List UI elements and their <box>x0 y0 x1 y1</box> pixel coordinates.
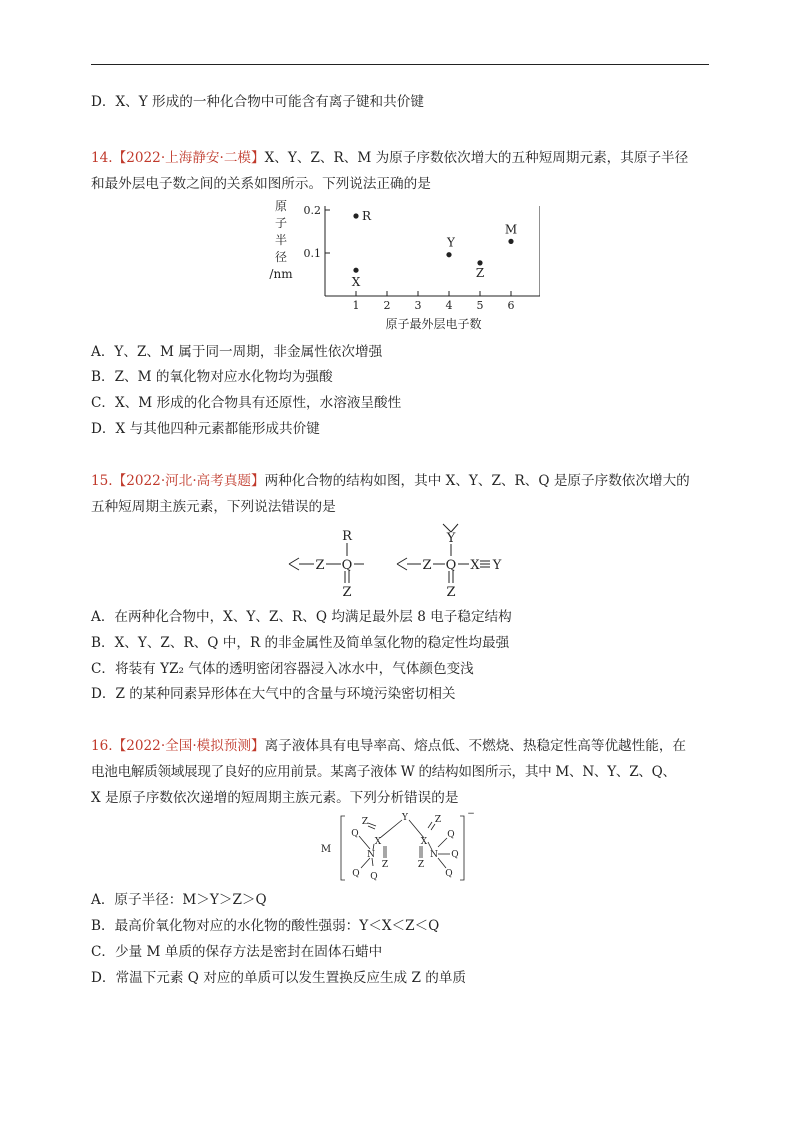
q14-number: 14. <box>91 150 113 166</box>
q14-stem-line1 <box>91 148 688 168</box>
q16-stem-text: 离子液体具有电导率高、熔点低、不燃烧、热稳定性高等优越性能，在 <box>264 738 687 754</box>
q16-z-atom-2: Z <box>434 815 442 825</box>
q15-right-top-atom: Y <box>446 531 456 546</box>
prev-option-d: D．X、Y 形成的一种化合物中可能含有离子键和共价键 <box>91 94 424 110</box>
q14-option-c: C．X、M 形成的化合物具有还原性，水溶液呈酸性 <box>91 395 402 411</box>
x-tick-label: 6 <box>507 299 515 312</box>
q16-n-atom-right: N <box>430 850 438 860</box>
q15-right-center-atom: Q <box>445 558 457 573</box>
q16-z-atom-1: Z <box>361 817 369 827</box>
x-tick-label: 4 <box>445 299 453 312</box>
data-point-y <box>446 252 451 257</box>
data-point-m <box>508 239 513 244</box>
q15-left-center-atom: Q <box>341 558 353 573</box>
q16-option-a: A．原子半径：M＞Y＞Z＞Q <box>91 892 267 908</box>
y-axis-label-char: 原 <box>274 199 288 213</box>
q16-number: 16. <box>91 738 113 754</box>
q16-q-atom-4: Q <box>447 830 455 840</box>
q16-z-atom-4: Z <box>417 860 425 870</box>
q15-stem-text: 两种化合物的结构如图，其中 X、Y、Z、R、Q 是原子序数依次增大的 <box>264 473 690 489</box>
q15-structure <box>285 520 525 600</box>
q16-x-atom-left: X <box>374 837 382 847</box>
x-tick-label: 1 <box>352 299 360 312</box>
q14-stem-text: X、Y、Z、R、M 为原子序数依次增大的五种短周期元素，其原子半径 <box>264 150 689 166</box>
q16-option-b: B．最高价氧化物对应的水化物的酸性强弱：Y＜X＜Z＜Q <box>91 918 440 934</box>
q15-option-a: A．在两种化合物中，X、Y、Z、R、Q 均满足最外层 8 电子稳定结构 <box>91 609 512 625</box>
q16-z-atom-3: Z <box>381 860 389 870</box>
data-point-x <box>353 268 358 273</box>
x-axis-label: 原子最外层电子数 <box>385 317 482 331</box>
q16-structure <box>318 810 488 886</box>
q14-option-d: D．X 与其他四种元素都能形成共价键 <box>91 421 320 437</box>
q15-right-bottom-atom: Z <box>446 585 456 600</box>
data-point-r <box>353 213 358 218</box>
data-point-label-z: Z <box>475 265 485 280</box>
q15-option-d: D．Z 的某种同素异形体在大气中的含量与环境污染密切相关 <box>91 686 456 702</box>
q16-source-tag: 【2022·全国·模拟预测】 <box>112 738 265 754</box>
q15-left-top-atom: R <box>342 529 352 544</box>
y-axis-label-char: 半 <box>274 233 288 247</box>
x-tick-label: 2 <box>383 299 391 312</box>
q15-right-tail-atom-1: X <box>470 558 480 573</box>
q16-q-atom-5: Q <box>451 850 459 860</box>
data-point-label-m: M <box>504 222 518 237</box>
q15-right-chain-atom: Z <box>422 558 432 573</box>
y-axis-label-char: /nm <box>269 267 293 281</box>
y-axis-label-char: 径 <box>274 250 288 264</box>
y-axis-label-char: 子 <box>274 216 288 230</box>
q16-stem-line2: 电池电解质领域展现了良好的应用前景。某离子液体 W 的结构如图所示，其中 M、N、Y、Z、Q、 <box>91 764 676 780</box>
y-tick-label: 0.2 <box>303 204 321 217</box>
q16-q-atom-3: Q <box>370 872 378 882</box>
q16-charge-sign: − <box>467 810 475 819</box>
data-point-label-y: Y <box>447 235 455 250</box>
header-rule <box>91 64 709 65</box>
q15-left-chain-atom: Z <box>315 558 325 573</box>
data-point-label-r: R <box>362 209 372 224</box>
q16-bridge-atom: Y <box>402 813 408 823</box>
q14-option-a: A．Y、Z、M 属于同一周期，非金属性依次增强 <box>91 344 383 360</box>
q14-option-b: B．Z、M 的氧化物对应水化物均为强酸 <box>91 369 333 385</box>
q16-n-atom-left: N <box>367 850 375 860</box>
x-tick-label: 3 <box>414 299 422 312</box>
x-tick-label: 5 <box>476 299 484 312</box>
q14-source-tag: 【2022·上海静安·二模】 <box>112 150 265 166</box>
q16-stem-line3: X 是原子序数依次递增的短周期主族元素。下列分析错误的是 <box>91 790 459 806</box>
q16-q-atom-1: Q <box>351 829 359 839</box>
q16-q-atom-6: Q <box>445 869 453 879</box>
q16-cation-label: M <box>320 844 332 855</box>
q15-left-bottom-atom: Z <box>342 585 352 600</box>
q15-stem-line1 <box>91 471 690 491</box>
y-tick-label: 0.1 <box>303 247 321 260</box>
q15-right-tail-atom-2: Y <box>492 558 502 573</box>
data-point-z <box>477 260 482 265</box>
q16-x-atom-right: X <box>420 837 428 847</box>
q15-number: 15. <box>91 473 113 489</box>
q16-q-atom-2: Q <box>352 869 360 879</box>
q16-option-d: D．常温下元素 Q 对应的单质可以发生置换反应生成 Z 的单质 <box>91 970 467 986</box>
q15-stem-line2: 五种短周期主族元素，下列说法错误的是 <box>91 499 336 515</box>
q14-chart <box>265 196 540 336</box>
q15-option-c: C．将装有 YZ₂ 气体的透明密闭容器浸入冰水中，气体颜色变浅 <box>91 661 474 677</box>
q14-stem-line2: 和最外层电子数之间的关系如图所示。下列说法正确的是 <box>91 176 431 192</box>
data-point-label-x: X <box>351 275 361 290</box>
q16-option-c: C．少量 M 单质的保存方法是密封在固体石蜡中 <box>91 944 383 960</box>
q15-source-tag: 【2022·河北·高考真题】 <box>112 473 265 489</box>
q15-option-b: B．X、Y、Z、R、Q 中，R 的非金属性及简单氢化物的稳定性均最强 <box>91 635 510 651</box>
q16-stem-line1 <box>91 736 686 756</box>
